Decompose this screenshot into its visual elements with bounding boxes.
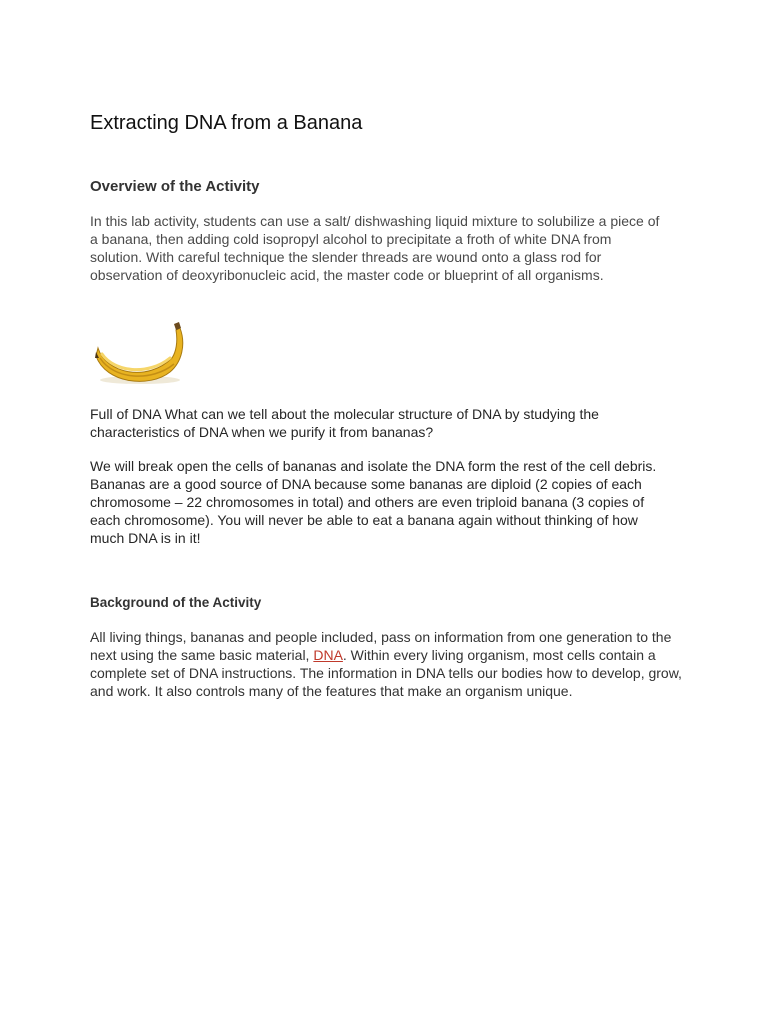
banana-icon <box>92 318 188 388</box>
background-paragraph <box>90 628 682 700</box>
background-text-start: All living things, bananas and people included, pass on information from one generation to the next using the same basic material, <box>90 629 672 663</box>
background-text-end: . Within every living organism, most cells contain a complete set of DNA instructions. The information in DNA tells our bodies how to develop, grow, and work. It also controls many of the features that make an organism unique. <box>90 647 682 699</box>
full-of-dna-paragraph: Full of DNA What can we tell about the molecular structure of DNA by studying the characteristics of DNA when we purify it from bananas? <box>90 406 599 440</box>
background-heading: Background of the Activity <box>90 595 262 610</box>
dna-link[interactable]: DNA <box>313 647 343 663</box>
break-cells-paragraph: We will break open the cells of bananas and isolate the DNA form the rest of the cell debris. Bananas are a good source of DNA because some bananas are diploid (2 copies of each chromosome – 22 chromosomes in total) and others are even triploid banana (3 copies of each chromosome). You will never be able to eat a banana again without thinking of how much DNA is in it! <box>90 458 657 546</box>
overview-heading: Overview of the Activity <box>90 178 260 195</box>
page-title: Extracting DNA from a Banana <box>90 112 363 134</box>
overview-paragraph: In this lab activity, students can use a salt/ dishwashing liquid mixture to solubilize a piece of a banana, then adding cold isopropyl alcohol to precipitate a froth of white DNA from solution. With careful technique the slender threads are wound onto a glass rod for observation of deoxyribonucleic acid, the master code or blueprint of all organisms. <box>90 213 660 283</box>
